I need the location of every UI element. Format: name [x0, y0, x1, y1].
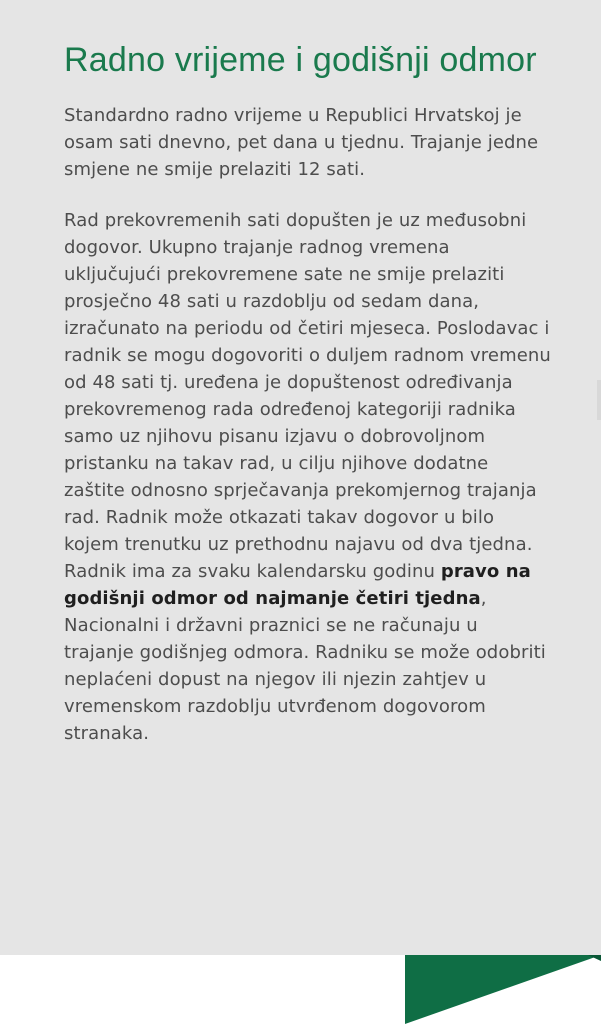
card-title: Radno vrijeme i godišnji odmor: [64, 41, 537, 79]
paragraph-spacer: [64, 183, 551, 207]
ribbon-decoration: [0, 955, 601, 1024]
paragraph-working-hours: Standardno radno vrijeme u Republici Hrvatskoj je osam sati dnevno, pet dana u tjednu. Trajanje jedne smjene ne smije prelaziti 12 sati.: [64, 105, 539, 180]
annual-leave-lead: Radnik ima za svaku kalendarsku godinu: [64, 561, 441, 582]
paragraph-overtime: Rad prekovremenih sati dopušten je uz međusobni dogovor. Ukupno trajanje radnog vremena uključujući prekovremene sate ne smije prelaziti prosječno 48 sati u razdoblju od sedam dana, izračunato na periodu od četiri mjeseca. Poslodavac i radnik se mogu dogovoriti o duljem radnom vremenu od 48 sati tj. uređena je dopuštenost određivanja prekovremenog rada određenoj kategoriji radnika samo uz njihovu pisanu izjavu o dobrovoljnom pristanku na takav rad, u cilju njihove dodatne zaštite odnosno sprječavanja prekomjernog trajanja rad. Radnik može otkazati takav dogovor u bilo kojem trenutku uz prethodnu najavu od dva tjedna.: [64, 210, 551, 555]
paragraph-annual-leave: [64, 558, 551, 747]
annual-leave-rest: , Nacionalni i državni praznici se ne računaju u trajanje godišnjeg odmora. Radniku se može odobriti neplaćeni dopust na njegov ili njezin zahtjev u vremenskom razdoblju utvrđenom dogovorom stranaka.: [64, 588, 546, 744]
annual-leave-emphasis: pravo na godišnji odmor od najmanje četiri tjedna: [64, 561, 531, 609]
ribbon-fold-shape: [405, 955, 601, 1024]
